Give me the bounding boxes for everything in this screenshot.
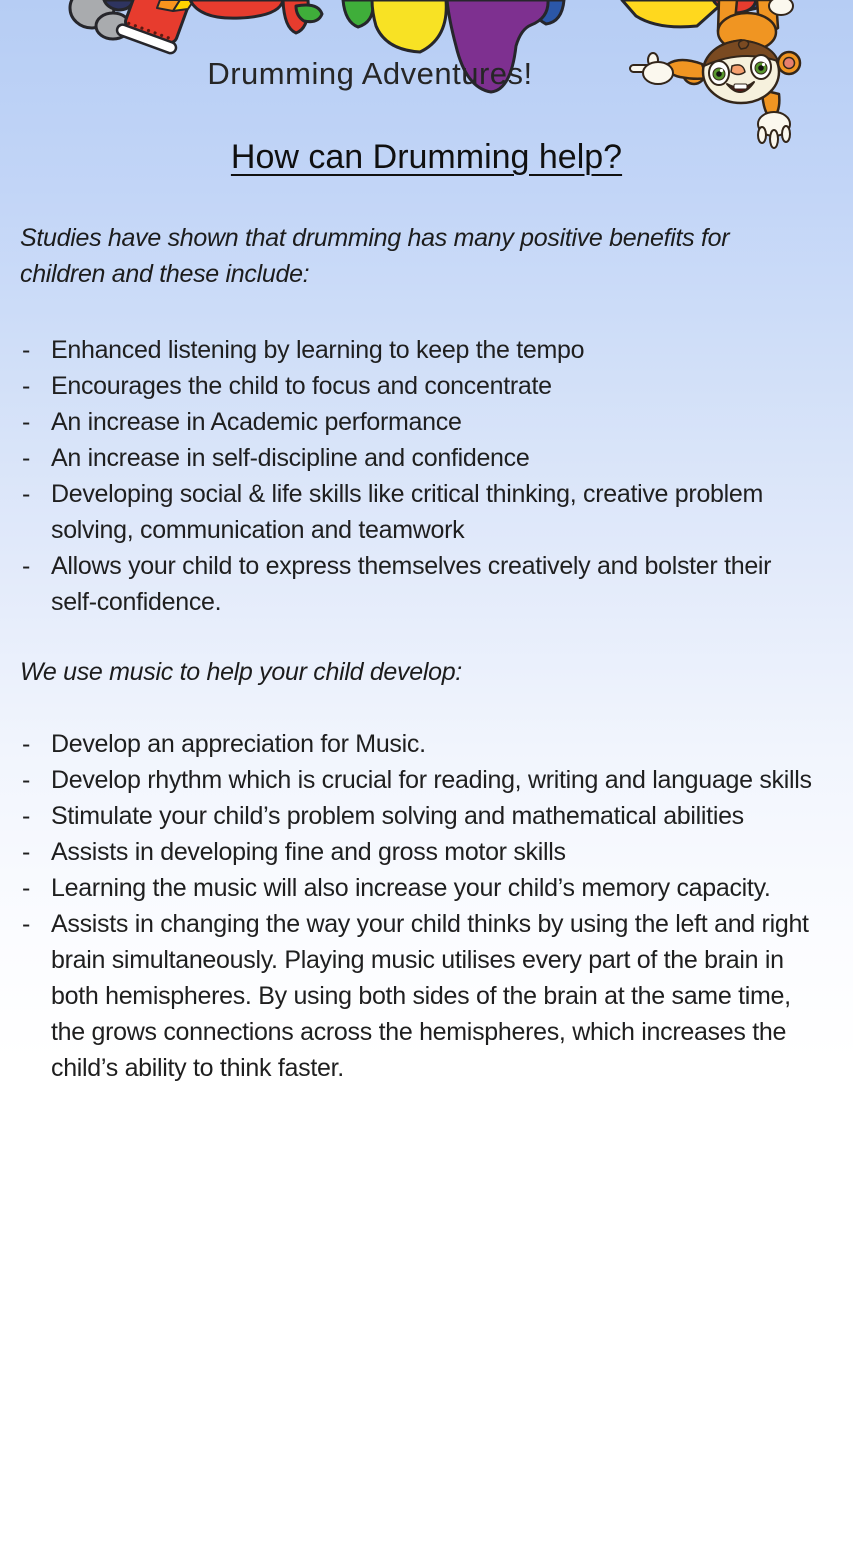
logo-red-letter <box>190 0 283 18</box>
benefits-list <box>20 332 817 620</box>
list-item <box>20 548 817 620</box>
dash-bullet: - <box>22 874 31 902</box>
monkey-hair-curl <box>739 40 749 49</box>
dash-bullet: - <box>22 730 31 758</box>
document-body <box>0 220 853 1086</box>
dash-bullet: - <box>22 838 31 866</box>
dash-bullet: - <box>22 910 31 938</box>
list-item-text: Develop an appreciation for Music. <box>51 730 426 758</box>
list-item-text: Developing social & life skills like critical thinking, creative problem solving, communication and teamwork <box>51 480 764 544</box>
list-item <box>20 404 817 440</box>
dash-bullet: - <box>22 372 31 400</box>
list-item <box>20 834 817 870</box>
list-item <box>20 440 817 476</box>
dash-bullet: - <box>22 444 31 472</box>
logo-tagline: Drumming Adventures! <box>207 56 533 91</box>
list-item <box>20 332 817 368</box>
dash-bullet: - <box>22 408 31 436</box>
monkey-ear-inner <box>784 58 795 69</box>
list-item <box>20 762 817 798</box>
list-item <box>20 368 817 404</box>
dash-bullet: - <box>22 802 31 830</box>
list-item <box>20 476 817 548</box>
dash-bullet: - <box>22 552 31 580</box>
music-intro-paragraph: We use music to help your child develop: <box>20 658 462 686</box>
list-item-text: An increase in self-discipline and confidence <box>51 444 530 472</box>
list-item-text: Stimulate your child’s problem solving and mathematical abilities <box>51 802 744 830</box>
list-item-text: Enhanced listening by learning to keep the tempo <box>51 336 585 364</box>
list-item <box>20 798 817 834</box>
logo-yellow-letter <box>622 0 726 27</box>
list-item <box>20 870 817 906</box>
list-item-text: Allows your child to express themselves creatively and bolster their self-confidence. <box>51 552 772 616</box>
list-item <box>20 906 817 1086</box>
intro-paragraph: Studies have shown that drumming has many positive benefits for children and these include: <box>20 224 730 288</box>
page-header <box>0 0 853 200</box>
logo-yellow-letter <box>372 0 446 52</box>
monkey-hand <box>769 0 793 15</box>
list-item-text: An increase in Academic performance <box>51 408 462 436</box>
music-benefits-list <box>20 726 817 1086</box>
monkey-eye-highlight <box>762 63 765 66</box>
list-item <box>20 726 817 762</box>
logo-green-letter <box>343 0 373 27</box>
list-item-text: Encourages the child to focus and concentrate <box>51 372 552 400</box>
list-item-text: Assists in developing fine and gross motor skills <box>51 838 566 866</box>
page-title: How can Drumming help? <box>230 138 623 176</box>
logo-green-letter <box>296 5 322 22</box>
dash-bullet: - <box>22 336 31 364</box>
monkey-pupil <box>758 65 764 71</box>
list-item-text: Learning the music will also increase your child’s memory capacity. <box>51 874 771 902</box>
list-item-text: Assists in changing the way your child thinks by using the left and right brain simultaneously. Playing music utilises every part of the brain in both hemispheres. By using both sides of the brain at the same time, the grows connections across the hemispheres, which increases the child’s ability to think faster. <box>51 910 809 1082</box>
dash-bullet: - <box>22 480 31 508</box>
list-item-text: Develop rhythm which is crucial for reading, writing and language skills <box>51 766 812 794</box>
dash-bullet: - <box>22 766 31 794</box>
